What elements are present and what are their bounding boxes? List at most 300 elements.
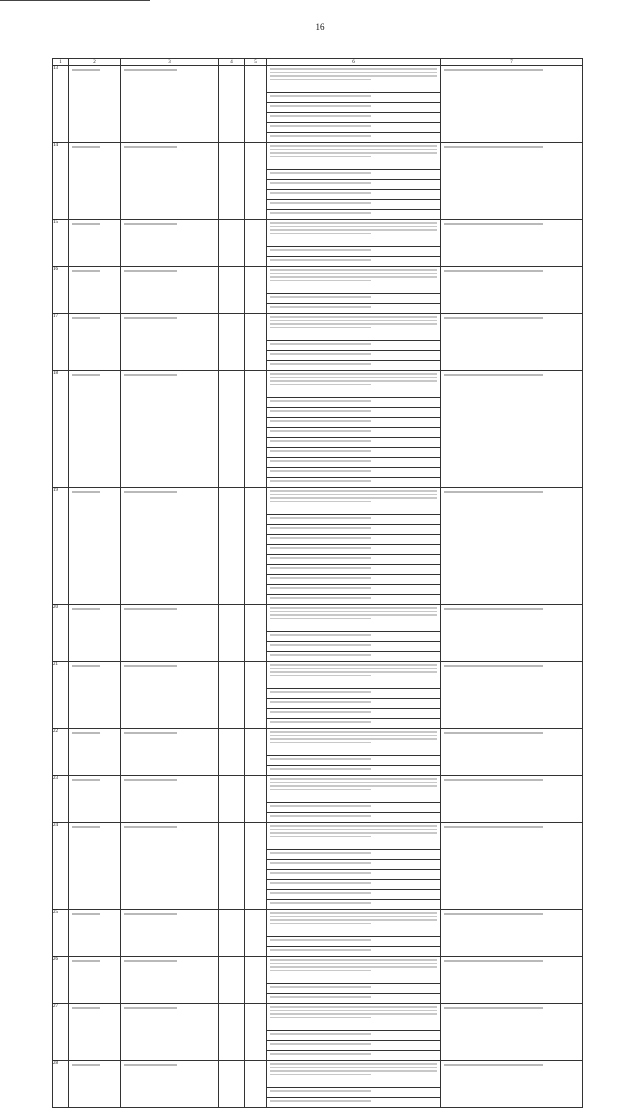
settlement-cell [69,823,121,910]
illegible-text-mark [270,785,437,787]
illegible-text-mark [270,280,371,282]
illegible-text-mark [72,960,100,962]
year-cell [245,910,267,957]
object-code-cell [441,776,583,823]
work-item-cell [267,1098,441,1108]
work-item-cell [267,361,441,371]
work-item-cell [267,113,441,123]
object-code-cell [441,143,583,220]
work-item-cell [267,314,441,341]
column-number: 7 [441,59,583,66]
illegible-text-mark [270,872,371,874]
table-row [53,371,583,398]
settlement-cell [69,267,121,314]
page-number: 16 [315,22,325,32]
year-cell [245,267,267,314]
illegible-text-mark [270,1063,437,1065]
settlement-cell [69,910,121,957]
street-cell [121,143,219,220]
work-item-cell [267,984,441,994]
illegible-text-mark [72,826,100,828]
illegible-text-mark [270,557,371,559]
row-number-cell: 22 [53,729,69,776]
object-code-cell [441,371,583,488]
house-number-cell [219,776,245,823]
work-item-cell [267,488,441,515]
work-item-cell [267,200,441,210]
house-number-cell [219,957,245,1004]
illegible-text-mark [124,1007,177,1009]
column-number-row [53,59,583,66]
illegible-text-mark [72,779,100,781]
illegible-text-mark [270,1006,437,1008]
illegible-text-mark [444,146,543,148]
work-item-cell [267,1004,441,1031]
work-item-cell [267,66,441,93]
illegible-text-mark [270,75,437,77]
row-number-cell: 15 [53,220,69,267]
column-number: 4 [219,59,245,66]
settlement-cell [69,662,121,729]
settlement-cell [69,371,121,488]
work-item-cell [267,220,441,247]
column-number: 6 [267,59,441,66]
house-number-cell [219,823,245,910]
table-row [53,314,583,341]
row-number-cell: 14 [53,143,69,220]
work-item-cell [267,756,441,766]
illegible-text-mark [270,852,371,854]
object-code-cell [441,729,583,776]
work-item-cell [267,642,441,652]
table-row [53,823,583,850]
work-item-cell [267,823,441,850]
illegible-text-mark [270,410,371,412]
illegible-text-mark [270,172,371,174]
house-number-cell [219,605,245,662]
table-row [53,910,583,937]
work-item-cell [267,1061,441,1088]
house-number-cell [219,143,245,220]
object-code-cell [441,1061,583,1108]
work-item-cell [267,257,441,267]
work-item-cell [267,813,441,823]
settlement-cell [69,488,121,605]
illegible-text-mark [270,490,437,492]
illegible-text-mark [270,149,437,151]
illegible-text-mark [270,384,371,386]
work-item-cell [267,632,441,642]
illegible-text-mark [270,735,437,737]
illegible-text-mark [444,1007,543,1009]
object-code-cell [441,605,583,662]
illegible-text-mark [270,1010,437,1012]
object-code-cell [441,662,583,729]
illegible-text-mark [270,537,371,539]
work-item-cell [267,294,441,304]
year-cell [245,823,267,910]
illegible-text-mark [270,668,437,670]
illegible-text-mark [270,862,371,864]
illegible-text-mark [124,779,177,781]
illegible-text-mark [270,664,437,666]
illegible-text-mark [72,732,100,734]
illegible-text-mark [270,768,371,770]
work-item-cell [267,170,441,180]
house-number-cell [219,371,245,488]
table-row [53,776,583,803]
illegible-text-mark [72,491,100,493]
work-item-cell [267,143,441,170]
work-item-cell [267,605,441,632]
illegible-text-mark [270,939,371,941]
illegible-text-mark [270,440,371,442]
illegible-text-mark [270,1100,371,1102]
table-row [53,220,583,247]
year-cell [245,66,267,143]
work-item-cell [267,247,441,257]
illegible-text-mark [270,450,371,452]
house-number-cell [219,220,245,267]
illegible-text-mark [72,665,100,667]
illegible-text-mark [270,701,371,703]
settlement-cell [69,605,121,662]
illegible-text-mark [270,259,371,261]
street-cell [121,267,219,314]
illegible-text-mark [270,182,371,184]
row-number-cell: 19 [53,488,69,605]
illegible-text-mark [270,691,371,693]
work-item-cell [267,719,441,729]
illegible-text-mark [270,577,371,579]
illegible-text-mark [270,970,371,972]
illegible-text-mark [270,996,371,998]
work-item-cell [267,937,441,947]
illegible-text-mark [270,152,437,154]
register-table [52,58,583,1108]
work-item-cell [267,1031,441,1041]
illegible-text-mark [270,782,437,784]
work-item-cell [267,438,441,448]
illegible-text-mark [270,1013,437,1015]
work-item-cell [267,190,441,200]
illegible-text-mark [270,611,437,613]
illegible-text-mark [270,72,437,74]
illegible-text-mark [270,789,371,791]
work-item-cell [267,880,441,890]
work-item-cell [267,1051,441,1061]
work-item-cell [267,535,441,545]
year-cell [245,776,267,823]
work-item-cell [267,398,441,408]
illegible-text-mark [270,480,371,482]
settlement-cell [69,1061,121,1108]
illegible-text-mark [444,1064,543,1066]
year-cell [245,314,267,371]
work-item-cell [267,860,441,870]
street-cell [121,605,219,662]
illegible-text-mark [270,460,371,462]
illegible-text-mark [270,229,437,231]
illegible-text-mark [72,317,100,319]
illegible-text-mark [270,916,437,918]
work-item-cell [267,850,441,860]
illegible-text-mark [270,377,437,379]
illegible-text-mark [270,654,371,656]
house-number-cell [219,729,245,776]
illegible-text-mark [270,420,371,422]
illegible-text-mark [270,353,371,355]
illegible-text-mark [270,597,371,599]
column-number: 1 [53,59,69,66]
year-cell [245,220,267,267]
street-cell [121,823,219,910]
row-number-cell: 23 [53,776,69,823]
house-number-cell [219,1061,245,1108]
work-item-cell [267,766,441,776]
illegible-text-mark [124,374,177,376]
work-item-cell [267,123,441,133]
illegible-text-mark [270,501,371,503]
illegible-text-mark [270,902,371,904]
work-item-cell [267,468,441,478]
settlement-cell [69,220,121,267]
illegible-text-mark [72,913,100,915]
illegible-text-mark [72,270,100,272]
year-cell [245,371,267,488]
work-item-cell [267,994,441,1004]
illegible-text-mark [444,270,543,272]
settlement-cell [69,143,121,220]
row-number-cell: 21 [53,662,69,729]
object-code-cell [441,823,583,910]
settlement-cell [69,1004,121,1061]
illegible-text-mark [270,711,371,713]
row-number-cell: 20 [53,605,69,662]
column-number: 3 [121,59,219,66]
work-item-cell [267,662,441,689]
year-cell [245,957,267,1004]
object-code-cell [441,957,583,1004]
illegible-text-mark [270,68,437,70]
street-cell [121,314,219,371]
year-cell [245,662,267,729]
work-item-cell [267,304,441,314]
illegible-text-mark [444,317,543,319]
illegible-text-mark [270,226,437,228]
illegible-text-mark [72,608,100,610]
work-item-cell [267,428,441,438]
illegible-text-mark [270,587,371,589]
year-cell [245,143,267,220]
object-code-cell [441,910,583,957]
settlement-cell [69,314,121,371]
work-item-cell [267,93,441,103]
illegible-text-mark [124,732,177,734]
illegible-text-mark [444,913,543,915]
illegible-text-mark [444,732,543,734]
work-item-cell [267,210,441,220]
settlement-cell [69,729,121,776]
top-rule [0,0,150,1]
street-cell [121,1004,219,1061]
year-cell [245,1004,267,1061]
street-cell [121,1061,219,1108]
row-number-cell: 16 [53,267,69,314]
object-code-cell [441,488,583,605]
year-cell [245,605,267,662]
illegible-text-mark [124,960,177,962]
work-item-cell [267,729,441,756]
illegible-text-mark [270,758,371,760]
illegible-text-mark [124,913,177,915]
work-item-cell [267,555,441,565]
settlement-cell [69,957,121,1004]
row-number-cell: 24 [53,823,69,910]
settlement-cell [69,66,121,143]
illegible-text-mark [270,919,437,921]
row-number-cell: 25 [53,910,69,957]
illegible-text-mark [270,832,437,834]
illegible-text-mark [270,327,371,329]
house-number-cell [219,910,245,957]
illegible-text-mark [270,912,437,914]
illegible-text-mark [270,323,437,325]
illegible-text-mark [124,146,177,148]
illegible-text-mark [72,146,100,148]
table-row [53,1004,583,1031]
work-item-cell [267,652,441,662]
work-item-cell [267,525,441,535]
year-cell [245,1061,267,1108]
object-code-cell [441,314,583,371]
street-cell [121,910,219,957]
street-cell [121,662,219,729]
illegible-text-mark [124,608,177,610]
illegible-text-mark [270,738,437,740]
work-item-cell [267,957,441,984]
street-cell [121,371,219,488]
illegible-text-mark [270,79,371,81]
street-cell [121,488,219,605]
illegible-text-mark [270,276,437,278]
illegible-text-mark [270,192,371,194]
illegible-text-mark [270,380,437,382]
work-item-cell [267,408,441,418]
work-item-cell [267,803,441,813]
illegible-text-mark [124,69,177,71]
row-number-cell: 17 [53,314,69,371]
work-item-cell [267,515,441,525]
illegible-text-mark [270,222,437,224]
illegible-text-mark [124,826,177,828]
illegible-text-mark [270,306,371,308]
table-row [53,1061,583,1088]
illegible-text-mark [270,400,371,402]
street-cell [121,776,219,823]
illegible-text-mark [270,923,371,925]
illegible-text-mark [124,223,177,225]
illegible-text-mark [72,374,100,376]
illegible-text-mark [444,779,543,781]
illegible-text-mark [270,497,437,499]
settlement-cell [69,776,121,823]
work-item-cell [267,870,441,880]
illegible-text-mark [444,491,543,493]
illegible-text-mark [270,363,371,365]
object-code-cell [441,267,583,314]
house-number-cell [219,1004,245,1061]
work-item-cell [267,575,441,585]
house-number-cell [219,314,245,371]
illegible-text-mark [270,986,371,988]
illegible-text-mark [270,202,371,204]
work-item-cell [267,565,441,575]
illegible-text-mark [270,963,437,965]
illegible-text-mark [270,373,437,375]
table-row [53,662,583,689]
illegible-text-mark [270,249,371,251]
table-row [53,66,583,93]
year-cell [245,488,267,605]
work-item-cell [267,458,441,468]
work-item-cell [267,689,441,699]
illegible-text-mark [270,1090,371,1092]
illegible-text-mark [270,966,437,968]
illegible-text-mark [270,675,371,677]
row-number-cell: 28 [53,1061,69,1108]
work-item-cell [267,351,441,361]
street-cell [121,220,219,267]
row-number-cell: 26 [53,957,69,1004]
illegible-text-mark [444,374,543,376]
table-row [53,267,583,294]
object-code-cell [441,1004,583,1061]
illegible-text-mark [270,273,437,275]
illegible-text-mark [444,826,543,828]
illegible-text-mark [270,959,437,961]
illegible-text-mark [270,316,437,318]
illegible-text-mark [270,829,437,831]
illegible-text-mark [270,1070,437,1072]
table-body [53,66,583,1108]
illegible-text-mark [124,317,177,319]
object-code-cell [441,220,583,267]
table-row [53,488,583,515]
illegible-text-mark [270,825,437,827]
illegible-text-mark [270,1033,371,1035]
illegible-text-mark [270,105,371,107]
illegible-text-mark [270,269,437,271]
year-cell [245,729,267,776]
illegible-text-mark [72,1007,100,1009]
illegible-text-mark [270,1074,371,1076]
work-item-cell [267,947,441,957]
work-item-cell [267,478,441,488]
illegible-text-mark [72,1064,100,1066]
illegible-text-mark [124,1064,177,1066]
illegible-text-mark [270,470,371,472]
illegible-text-mark [270,517,371,519]
work-item-cell [267,1088,441,1098]
work-item-cell [267,709,441,719]
work-item-cell [267,267,441,294]
row-number-cell: 18 [53,371,69,488]
illegible-text-mark [270,721,371,723]
illegible-text-mark [270,125,371,127]
illegible-text-mark [270,892,371,894]
work-item-cell [267,103,441,113]
